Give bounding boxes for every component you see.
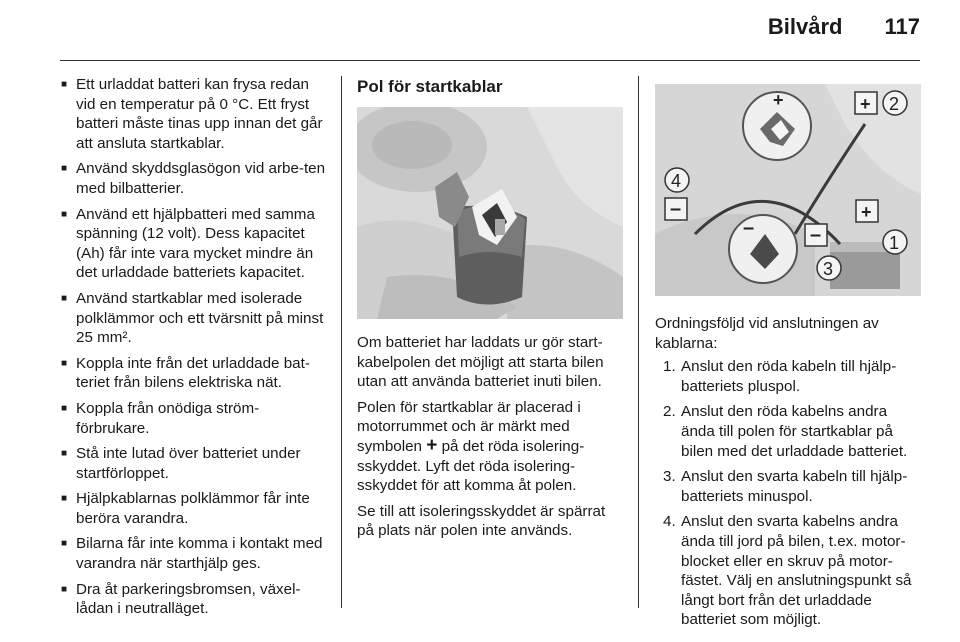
section-heading: Pol för startkablar: [357, 77, 503, 96]
column-left: [60, 75, 328, 625]
svg-text:–: –: [810, 224, 822, 246]
page-header: [768, 14, 920, 40]
svg-text:4: 4: [671, 171, 682, 191]
column-divider: [638, 76, 639, 608]
plus-icon: +: [426, 434, 438, 456]
svg-text:–: –: [743, 217, 755, 239]
column-middle: [357, 75, 625, 547]
list-item: ■ Använd ett hjälpbatteri med samma spänning (12 volt). Dess kapacitet (Ah) får inte vara mycket mindre än det urladdade batteriets kapacitet.: [60, 205, 328, 283]
svg-text:3: 3: [823, 259, 834, 279]
connection-steps-list: [655, 357, 925, 630]
list-item: ■ Bilarna får inte komma i kontakt med varandra när starthjälp ges.: [60, 534, 328, 573]
section-title: Bilvård: [767, 14, 843, 39]
list-item: 2. Anslut den röda kabelns andra ända till polen för startkablar på bilen med det urladdade batteriet.: [663, 403, 908, 460]
list-item: 4. Anslut den svarta kabelns andra ända till jord på bilen, t.ex. motor-blocket eller en skruv på motor-fästet. Välj en anslutningspunkt så långt bort från det urladdade batteriet som möjligt.: [663, 513, 912, 629]
paragraph: Ordningsföljd vid anslutningen av kablarna:: [655, 315, 879, 352]
column-right: [655, 84, 925, 636]
list-item: ■ Koppla inte från det urladdade bat-teriet från bilens elektriska nät.: [60, 354, 328, 393]
svg-text:1: 1: [889, 233, 900, 253]
page-number: 117: [884, 14, 920, 39]
svg-text:2: 2: [889, 94, 900, 114]
column-divider: [341, 76, 342, 608]
list-item: ■ Använd startkablar med isolerade polklämmor och ett tvärsnitt på minst 25 mm².: [60, 289, 328, 348]
svg-text:+: +: [860, 94, 871, 114]
list-item: ■ Hjälpkablarnas polklämmor får inte beröra varandra.: [60, 489, 328, 528]
svg-text:+: +: [773, 90, 784, 110]
list-item: ■ Dra åt parkeringsbromsen, växel-lådan i neutralläget.: [60, 580, 328, 619]
list-item: 1. Anslut den röda kabeln till hjälp-batteriets pluspol.: [663, 358, 897, 395]
list-item: ■ Använd skyddsglasögon vid arbe-ten med bilbatterier.: [60, 159, 328, 198]
list-item: 3. Anslut den svarta kabeln till hjälp-batteriets minuspol.: [663, 468, 908, 505]
paragraph: Se till att isoleringsskyddet är spärrat på plats när polen inte används.: [357, 502, 606, 540]
paragraph: Polen för startkablar är placerad i motorrummet och är märkt med symbolen + på det röda isolering-sskyddet. Lyft det röda isolering-sskyddet för att komma åt polen.: [357, 398, 585, 495]
jumper-cable-connection-diagram: [655, 84, 921, 296]
list-item: ■ Koppla från onödiga ström-förbrukare.: [60, 399, 328, 438]
precautions-list: [60, 75, 328, 619]
jump-start-terminal-illustration: [357, 107, 623, 319]
paragraph: Om batteriet har laddats ur gör start-kabelpolen det möjligt att starta bilen utan att använda batteriet inuti bilen.: [357, 334, 604, 391]
svg-text:+: +: [861, 202, 872, 222]
header-rule: [60, 60, 920, 61]
list-item: ■ Stå inte lutad över batteriet under startförloppet.: [60, 444, 328, 483]
list-item: ■ Ett urladdat batteri kan frysa redan vid en temperatur på 0 °C. Ett fryst batteri måste tinas upp innan det går att ansluta startkablar.: [60, 75, 328, 153]
svg-text:–: –: [670, 198, 682, 220]
